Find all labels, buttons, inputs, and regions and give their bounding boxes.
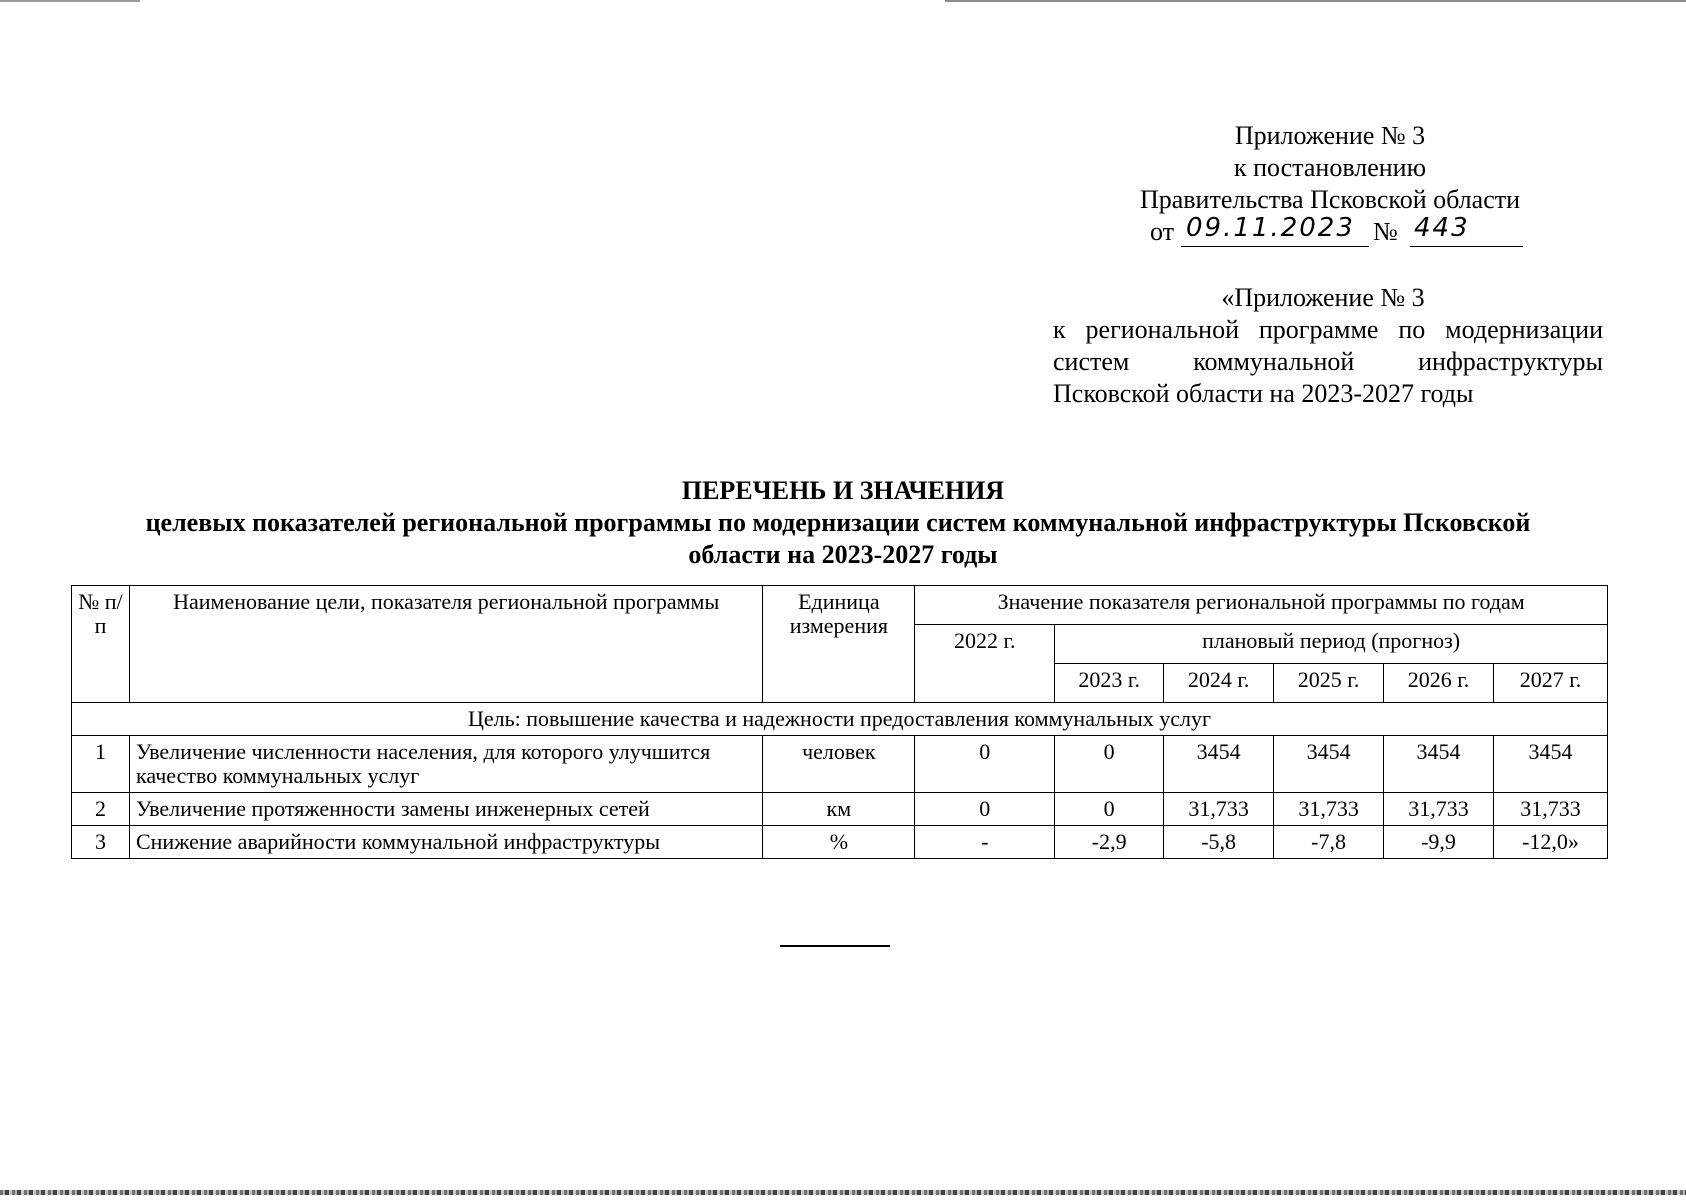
row-value: 3454 <box>1384 736 1494 793</box>
row-num: 1 <box>72 736 130 793</box>
row-value: -9,9 <box>1384 826 1494 859</box>
approval-line-1: Приложение № 3 <box>1234 121 1426 150</box>
header-num: № п/п <box>72 586 130 703</box>
row-value: 3454 <box>1274 736 1384 793</box>
goal-row: Цель: повышение качества и надежности предоставления коммунальных услуг <box>72 703 1608 736</box>
indicators-table <box>71 585 1608 859</box>
header-year: 2026 г. <box>1384 664 1494 703</box>
table-row <box>72 736 1608 793</box>
approval-date-line <box>1080 213 1580 248</box>
row-num: 3 <box>72 826 130 859</box>
row-value: 0 <box>1055 793 1164 826</box>
end-rule <box>780 945 890 947</box>
row-base: 0 <box>915 736 1055 793</box>
row-unit: км <box>763 793 915 826</box>
approval-line-3: Правительства Псковской области <box>1139 185 1521 214</box>
header-year: 2025 г. <box>1274 664 1384 703</box>
number-prefix: № <box>1373 217 1398 246</box>
title-sub-1: целевых показателей региональной программы по модернизации систем коммунальной инфраструктуры Псковской <box>145 508 1531 537</box>
annex-line-4: Псковской области на 2023-2027 годы <box>1053 379 1474 408</box>
row-base: 0 <box>915 793 1055 826</box>
approval-line-2: к постановлению <box>1233 153 1427 182</box>
date-underline <box>1181 246 1369 247</box>
annex-line-2: к региональной программе по модернизации <box>1053 315 1603 344</box>
scan-edge-bottom <box>0 1190 1686 1195</box>
row-name: Увеличение численности населения, для которого улучшится качество коммунальных услуг <box>129 736 762 793</box>
row-value: 0 <box>1055 736 1164 793</box>
row-name: Увеличение протяженности замены инженерных сетей <box>129 793 762 826</box>
row-unit: % <box>763 826 915 859</box>
title-main: ПЕРЕЧЕНЬ И ЗНАЧЕНИЯ <box>681 476 1005 505</box>
header-plan-period: плановый период (прогноз) <box>1055 625 1608 664</box>
row-value: 3454 <box>1494 736 1608 793</box>
table-row <box>72 826 1608 859</box>
table-row <box>72 793 1608 826</box>
header-values: Значение показателя региональной программы по годам <box>915 586 1608 625</box>
header-name: Наименование цели, показателя региональной программы <box>129 586 762 703</box>
annex-line-1: «Приложение № 3 <box>1221 283 1425 312</box>
scan-edge-top-left <box>0 0 140 2</box>
header-unit: Единица измерения <box>763 586 915 703</box>
title-sub-2: области на 2023-2027 годы <box>688 540 998 569</box>
row-value: 31,733 <box>1384 793 1494 826</box>
row-value: 31,733 <box>1164 793 1274 826</box>
header-base-year: 2022 г. <box>915 625 1055 703</box>
row-base: - <box>915 826 1055 859</box>
row-value: 31,733 <box>1494 793 1608 826</box>
row-value: 31,733 <box>1274 793 1384 826</box>
number-underline <box>1410 246 1523 247</box>
annex-line-3: систем коммунальной инфраструктуры <box>1053 347 1603 376</box>
scan-edge-top-right <box>945 0 1686 2</box>
date-prefix: от <box>1150 217 1175 246</box>
document-title <box>0 475 1686 571</box>
annex-block <box>1053 282 1603 410</box>
row-value: 3454 <box>1164 736 1274 793</box>
handwritten-number: 443 <box>1414 213 1470 243</box>
handwritten-date: 09.11.2023 <box>1186 213 1355 243</box>
row-unit: человек <box>763 736 915 793</box>
row-value: -2,9 <box>1055 826 1164 859</box>
header-year: 2027 г. <box>1494 664 1608 703</box>
row-value: -7,8 <box>1274 826 1384 859</box>
row-value: -5,8 <box>1164 826 1274 859</box>
header-year: 2024 г. <box>1164 664 1274 703</box>
approval-block <box>1080 120 1580 248</box>
row-value: -12,0» <box>1494 826 1608 859</box>
row-name: Снижение аварийности коммунальной инфраструктуры <box>129 826 762 859</box>
header-year: 2023 г. <box>1055 664 1164 703</box>
row-num: 2 <box>72 793 130 826</box>
